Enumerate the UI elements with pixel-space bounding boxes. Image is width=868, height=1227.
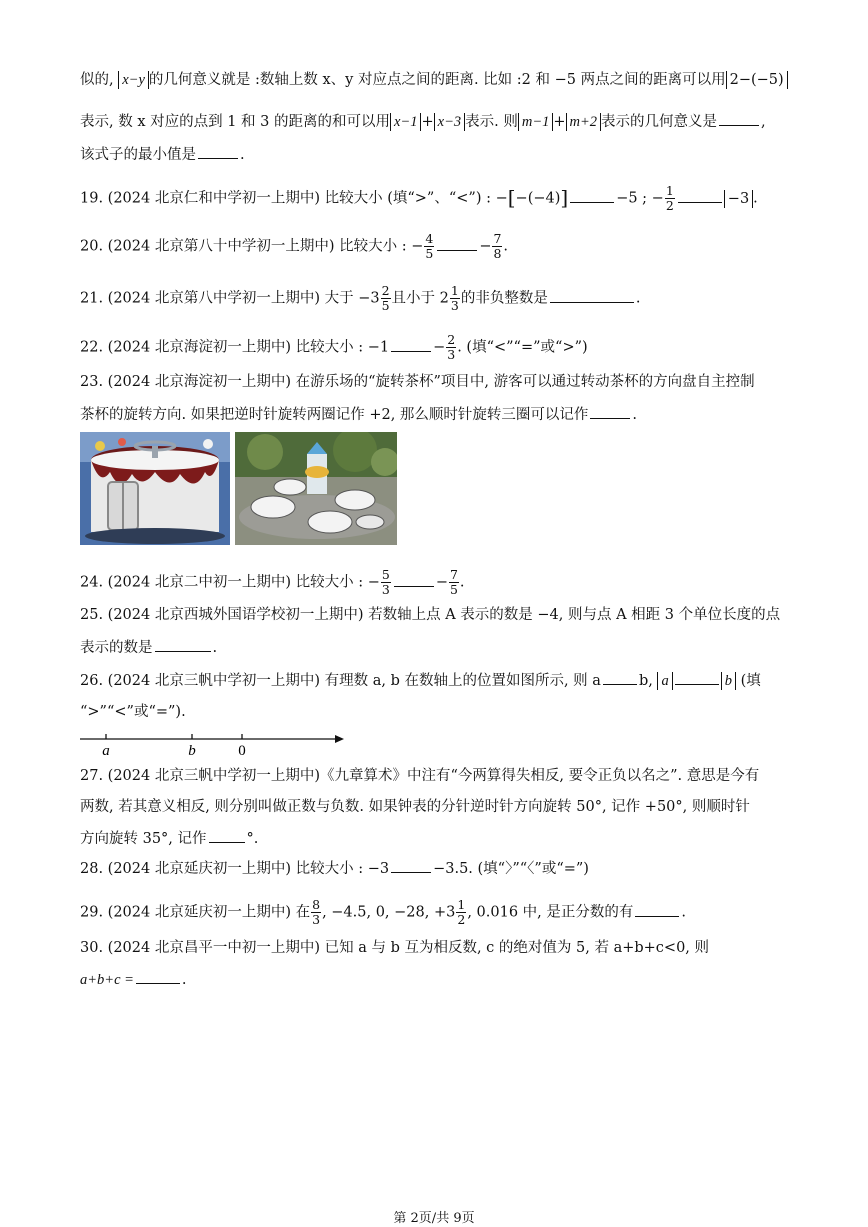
question-text: a+b+c = <box>80 972 134 988</box>
question-text: (2024 北京三帆中学初一上期中)《九章算术》中注有“今两算得失相反, 要令正负以名之”. 意思是今有 <box>107 768 760 784</box>
question-27 <box>80 766 759 786</box>
intro-text: 的几何意义就是 :数轴上数 x、y 对应点之间的距离. 比如 :2 和 −5 两点之间的距离可以用 <box>148 72 726 88</box>
question-number: 28. <box>80 861 104 877</box>
fraction: $\frac{8}{3}$ <box>312 897 321 927</box>
question-number: 19. <box>80 190 104 207</box>
fraction: $\frac{7}{5}$ <box>449 567 458 597</box>
teacup-closeup-photo <box>80 432 230 545</box>
question-number: 30. <box>80 940 104 956</box>
plus-sign: + <box>421 114 434 130</box>
question-number: 29. <box>80 904 104 921</box>
question-number: 22. <box>80 339 104 356</box>
question-text: (2024 北京第八十中学初一上期中) 比较大小 : − <box>107 238 424 255</box>
question-text: (2024 北京第八中学初一上期中) 大于 −3 <box>107 290 380 307</box>
answer-blank[interactable] <box>437 236 477 251</box>
answer-blank[interactable] <box>209 828 245 843</box>
answer-blank[interactable] <box>155 637 211 652</box>
fraction: $\frac{1}{2}$ <box>457 897 466 927</box>
question-number: 23. <box>80 374 104 390</box>
expression: −(−4) <box>515 190 561 207</box>
question-25-line-2: 表示的数是 . <box>80 637 217 658</box>
question-30-line-2: a+b+c = . <box>80 969 187 990</box>
question-26-line-2 <box>80 702 186 722</box>
answer-blank[interactable] <box>719 111 759 126</box>
question-number: 26. <box>80 673 104 689</box>
fraction: $\frac{2}{5}$ <box>381 283 390 313</box>
intro-line-3: 该式子的最小值是 . <box>80 144 245 165</box>
fraction: $\frac{4}{5}$ <box>425 231 434 261</box>
question-text: (2024 北京昌平一中初一上期中) 已知 a 与 b 互为相反数, c 的绝对值为 5, 若 a+b+c<0, 则 <box>107 940 710 956</box>
abs-expression: x−3 <box>434 113 465 131</box>
question-text: (2024 北京西城外国语学校初一上期中) 若数轴上点 A 表示的数是 −4, 则与点 A 相距 3 个单位长度的点 <box>107 607 781 623</box>
question-number: 20. <box>80 238 104 255</box>
answer-blank[interactable] <box>675 670 719 685</box>
label-a: a <box>102 743 110 759</box>
fraction: $\frac{2}{3}$ <box>447 332 456 362</box>
question-text: (2024 北京延庆初一上期中) 比较大小 : −3 <box>107 861 390 877</box>
answer-blank[interactable] <box>678 188 722 203</box>
question-text: (2024 北京三帆中学初一上期中) 有理数 a, b 在数轴上的位置如图所示, 则 a <box>107 673 601 689</box>
intro-text: 似的, <box>80 72 119 88</box>
fraction: $\frac{7}{8}$ <box>493 231 502 261</box>
question-text: 方向旋转 35°, 记作 <box>80 831 207 847</box>
question-number: 27. <box>80 768 104 784</box>
abs-expression: x−y <box>118 71 149 89</box>
intro-line-2 <box>80 111 766 132</box>
abs-expression: x−1 <box>390 113 421 131</box>
question-25 <box>80 605 780 625</box>
question-text: (2024 北京仁和中学初一上期中) 比较大小 (填“>”、“<”) : − <box>107 190 508 207</box>
question-text: 茶杯的旋转方向. 如果把逆时针旋转两圈记作 +2, 那么顺时针旋转三圈可以记作 <box>80 407 589 423</box>
intro-text: 表示. 则 <box>465 114 518 130</box>
intro-line-1 <box>80 70 788 90</box>
question-21: 21. (2024 北京第八中学初一上期中) 大于 −3 $\frac{2}{5}$ 且小于 2 $\frac{1}{3}$ 的非负整数是 . <box>80 283 641 313</box>
label-b: b <box>188 743 196 759</box>
question-text: −5 ; − <box>616 190 664 207</box>
answer-blank[interactable] <box>391 858 431 873</box>
abs-expression: m−1 <box>518 113 554 131</box>
question-number: 24. <box>80 574 104 591</box>
number-line-figure <box>80 730 350 760</box>
question-22: 22. (2024 北京海淀初一上期中) 比较大小 : −1 − $\frac{2}{3}$ . (填“<”“=”或“>”) <box>80 332 588 362</box>
question-text: “>”“<”或“=”). <box>80 704 186 720</box>
question-29: 29. (2024 北京延庆初一上期中) 在 $\frac{8}{3}$ , −4.5, 0, −28, +3 $\frac{1}{2}$ , 0.016 中, 是正分数的有 . <box>80 897 686 927</box>
question-26: 26. (2024 北京三帆中学初一上期中) 有理数 a, b 在数轴上的位置如图所示, 则 a b, a b (填 <box>80 670 761 691</box>
fraction: $\frac{1}{2}$ <box>665 183 674 213</box>
question-30 <box>80 938 709 958</box>
page-footer: 第 2页/共 9页 <box>393 1211 475 1226</box>
answer-blank[interactable] <box>590 404 630 419</box>
answer-blank[interactable] <box>198 144 238 159</box>
label-zero: 0 <box>238 743 246 759</box>
abs-expression: −3 <box>724 190 753 208</box>
punct: , <box>761 114 766 130</box>
question-text: 两数, 若其意义相反, 则分别叫做正数与负数. 如果钟表的分针逆时针方向旋转 50°, 记作 +50°, 则顺时针 <box>80 799 750 815</box>
question-19: 19. (2024 北京仁和中学初一上期中) 比较大小 (填“>”、“<”) : −[−(−4)] −5 ; − $\frac{1}{2}$ −3 . <box>80 183 758 213</box>
question-text: (2024 北京海淀初一上期中) 在游乐场的“旋转茶杯”项目中, 游客可以通过转动茶杯的方向盘自主控制 <box>107 374 755 390</box>
teacup-ride-photo <box>235 432 397 545</box>
question-text: (2024 北京海淀初一上期中) 比较大小 : −1 <box>107 339 390 356</box>
question-number: 21. <box>80 290 104 307</box>
number-line-arrow <box>335 735 344 743</box>
question-text: (2024 北京二中初一上期中) 比较大小 : − <box>107 574 380 591</box>
question-28: 28. (2024 北京延庆初一上期中) 比较大小 : −3 −3.5. (填“〉”“〈”或“=”) <box>80 858 589 879</box>
question-24: 24. (2024 北京二中初一上期中) 比较大小 : − $\frac{5}{3}$ − $\frac{7}{5}$ . <box>80 567 465 597</box>
question-number: 25. <box>80 607 104 623</box>
abs-expression: a <box>657 672 672 690</box>
answer-blank[interactable] <box>570 188 614 203</box>
number-line <box>80 730 350 760</box>
question-23 <box>80 372 755 392</box>
abs-expression: b <box>721 672 736 690</box>
answer-blank[interactable] <box>550 288 634 303</box>
answer-blank[interactable] <box>136 969 180 984</box>
fraction: $\frac{1}{3}$ <box>450 283 459 313</box>
intro-text: 该式子的最小值是 <box>80 147 196 163</box>
abs-expression: m+2 <box>566 113 602 131</box>
intro-text: 表示的几何意义是 <box>601 114 718 130</box>
answer-blank[interactable] <box>635 902 679 917</box>
intro-text: 表示, 数 x 对应的点到 1 和 3 的距离的和可以用 <box>80 114 390 130</box>
fraction: $\frac{5}{3}$ <box>381 567 390 597</box>
question-20: 20. (2024 北京第八十中学初一上期中) 比较大小 : − $\frac{4}{5}$ − $\frac{7}{8}$ . <box>80 231 509 261</box>
question-27-line-2 <box>80 797 750 817</box>
question-text: 表示的数是 <box>80 640 153 656</box>
answer-blank[interactable] <box>603 670 637 685</box>
question-27-line-3: 方向旋转 35°, 记作 °. <box>80 828 258 849</box>
answer-blank[interactable] <box>394 572 434 587</box>
question-23-line-2: 茶杯的旋转方向. 如果把逆时针旋转两圈记作 +2, 那么顺时针旋转三圈可以记作 . <box>80 404 637 425</box>
plus-sign: + <box>553 114 566 130</box>
abs-expression: 2−(−5) <box>726 71 788 89</box>
question-text: (2024 北京延庆初一上期中) 在 <box>107 904 311 921</box>
answer-blank[interactable] <box>391 337 431 352</box>
